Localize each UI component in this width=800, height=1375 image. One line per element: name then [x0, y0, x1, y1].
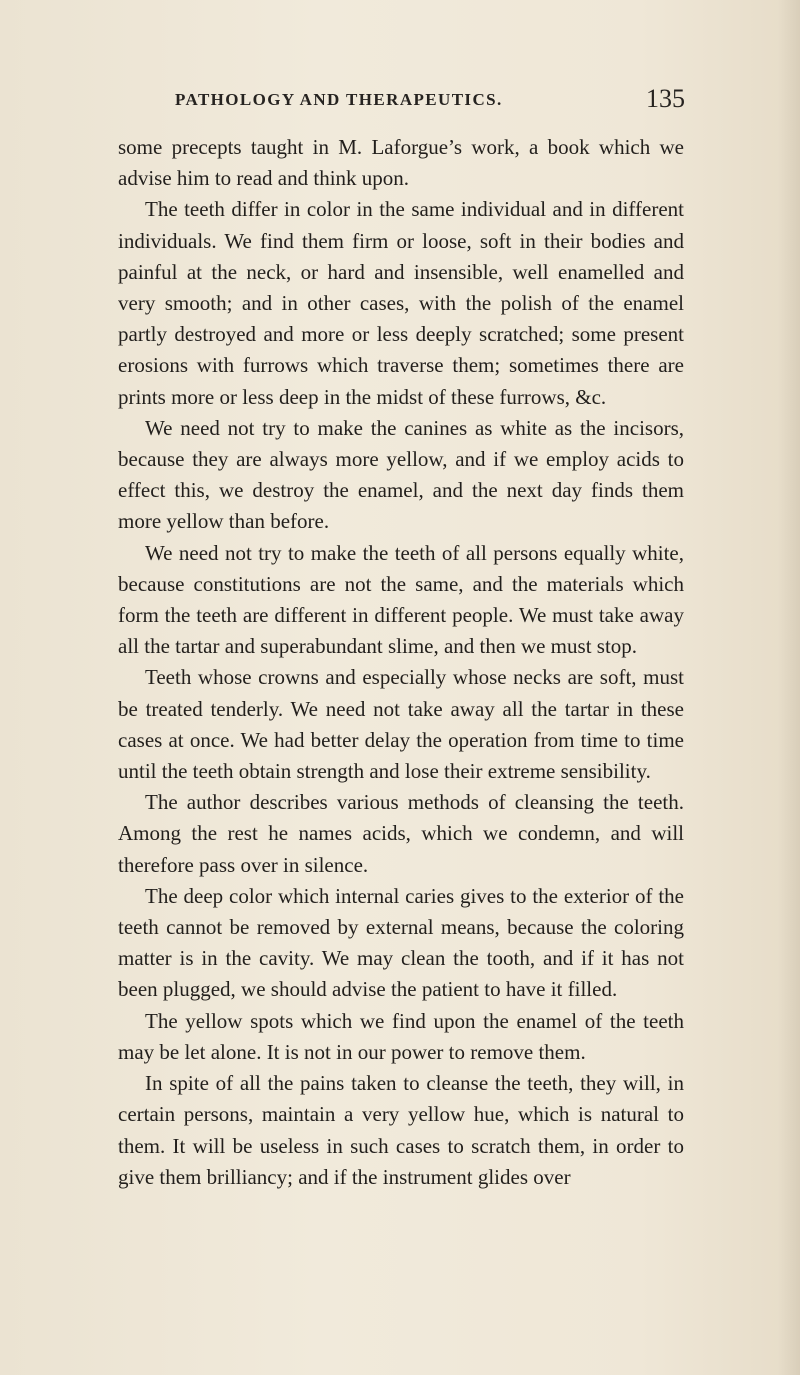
- paragraph-continuation: some precepts taught in M. Laforgue’s work, a book which we advise him to read and think upon.: [118, 135, 684, 191]
- paragraph-yellow-hue: In spite of all the pains taken to cleanse the teeth, they will, in certain persons, maintain a very yellow hue, which is natural to them. It will be useless in such cases to scratch them, in order to give them brilliancy; and if the instrument glides over: [118, 1071, 684, 1189]
- paragraph-canines: We need not try to make the canines as white as the incisors, because they are always more yellow, and if we employ acids to effect this, we destroy the enamel, and the next day finds them more yellow than before.: [118, 415, 684, 534]
- paragraph-cleansing-methods: The author describes various methods of cleansing the teeth. Among the rest he names acids, which we condemn, and will therefore pass over in silence.: [118, 790, 684, 877]
- paragraph-teeth-differ: The teeth differ in color in the same individual and in different individuals. We find them firm or loose, soft in their bodies and painful at the neck, or hard and insensible, well enamelled and very smooth; and in other cases, with the polish of the enamel partly destroyed and more or less deeply scratched; some present erosions with furrows which traverse them; sometimes there are prints more or less deep in the midst of these furrows, &c.: [118, 197, 684, 409]
- body-text: [118, 132, 684, 1193]
- paragraph-internal-caries: The deep color which internal caries gives to the exterior of the teeth cannot be removed by external means, because the coloring matter is in the cavity. We may clean the tooth, and if it has not been plugged, we should advise the patient to have it filled.: [118, 883, 684, 1002]
- paragraph-yellow-spots: The yellow spots which we find upon the enamel of the teeth may be let alone. It is not in our power to remove them.: [118, 1008, 684, 1064]
- page-edge-shadow: [778, 0, 800, 1375]
- page-header: [175, 86, 685, 116]
- running-title: PATHOLOGY AND THERAPEUTICS.: [175, 90, 503, 109]
- page-number: 135: [646, 84, 685, 113]
- paragraph-equally-white: We need not try to make the teeth of all persons equally white, because constitutions are not the same, and the materials which form the teeth are different in different people. We must take away all the tartar and superabundant slime, and then we must stop.: [118, 540, 684, 659]
- paragraph-soft-teeth: Teeth whose crowns and especially whose necks are soft, must be treated tenderly. We need not take away all the tartar in these cases at once. We had better delay the operation from time to time until the teeth obtain strength and lose their extreme sensibility.: [118, 665, 684, 784]
